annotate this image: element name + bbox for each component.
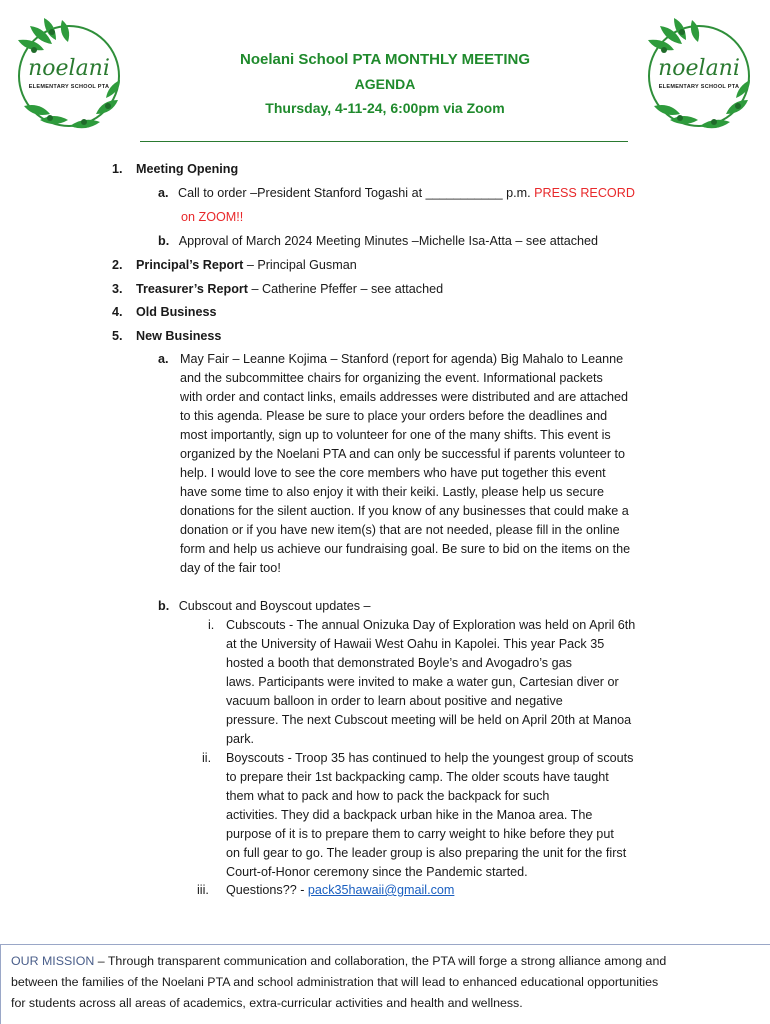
item-1-title: Meeting Opening [136, 162, 239, 176]
cubscout-line: laws. Participants were invited to make a water gun, Cartesian diver or [226, 675, 619, 689]
boyscout-line: them what to pack and how to pack the backpack for such [226, 789, 550, 803]
mayfair-line: donation or if you have new item(s) that are not needed, please fill in the online [180, 523, 620, 537]
item-3-title: Treasurer’s Report [136, 282, 249, 296]
item-5b-title: Cubscout and Boyscout updates – [178, 599, 371, 613]
item-1b [158, 232, 698, 251]
item-4 [112, 303, 217, 322]
mayfair-line: May Fair – Leanne Kojima – Stanford (report for agenda) Big Mahalo to Leanne [180, 352, 624, 366]
logo-right-name: noelani [658, 56, 740, 81]
item-2-title: Principal’s Report [136, 258, 244, 272]
boyscout-line: to prepare their 1st backpacking camp. The older scouts have taught [226, 770, 609, 784]
logo-right-subtitle: ELEMENTARY SCHOOL PTA [658, 84, 740, 90]
cubscout-line: at the University of Hawaii West Oahu in Kapolei. This year Pack 35 [226, 637, 605, 651]
item-3 [112, 280, 443, 299]
item-1a-letter: a. [158, 186, 169, 200]
item-5 [112, 327, 221, 346]
header-title: Noelani School PTA MONTHLY MEETING [239, 51, 531, 68]
scouts-iii-number: iii. [197, 883, 209, 897]
logo-left-subtitle: ELEMENTARY SCHOOL PTA [28, 84, 110, 90]
header-divider [140, 141, 628, 142]
item-5a-paragraph [180, 350, 680, 578]
mayfair-line: to this agenda. Please be sure to place your orders before the deadlines and [180, 409, 608, 423]
cubscout-line: pressure. The next Cubscout meeting will be held on April 20th at Manoa [226, 713, 632, 727]
boyscout-line: activities. They did a backpack urban hike in the Manoa area. The [226, 808, 593, 822]
mission-box [0, 944, 770, 1024]
boyscout-line: purpose of it is to prepare them to carry weight to hike before they put [226, 827, 614, 841]
item-4-number: 4. [112, 305, 123, 319]
item-1a [158, 184, 678, 203]
mayfair-line: day of the fair too! [180, 561, 281, 575]
mission-line-1-text: – Through transparent communication and collaboration, the PTA will forge a strong alliance among and [94, 954, 667, 968]
item-1a-zoom: on ZOOM!! [181, 210, 244, 224]
mayfair-line: organized by the Noelani PTA and can only be successful if parents volunteer to [180, 447, 626, 461]
mission-line-1 [11, 951, 763, 972]
scouts-questions-text: Questions?? - [226, 883, 308, 897]
scouts-ii-paragraph [226, 749, 686, 882]
item-1-number: 1. [112, 162, 123, 176]
boyscout-line: on full gear to go. The leader group is also preparing the unit for the first [226, 846, 627, 860]
logo-right-wordmark [650, 58, 748, 90]
logo-left-wordmark [20, 58, 118, 90]
scouts-i-number: i. [208, 618, 215, 632]
cubscout-line: vacuum balloon in order to learn about positive and negative [226, 694, 563, 708]
item-1 [112, 160, 238, 179]
header-date: Thursday, 4-11-24, 6:00pm via Zoom [265, 100, 505, 116]
item-1a-text: Call to order –President Stanford Togashi at ___________ p.m. [178, 186, 531, 200]
item-2-rest: – Principal Gusman [243, 258, 357, 272]
cubscout-line: hosted a booth that demonstrated Boyle’s and Avogadro’s gas [226, 656, 572, 670]
scouts-email-link[interactable]: pack35hawaii@gmail.com [307, 883, 455, 897]
mayfair-line: donations for the silent auction. If you know of any businesses that could make a [180, 504, 629, 518]
mission-line-3: for students across all areas of academics, extra-curricular activities and health and wellness. [11, 996, 523, 1010]
item-5a-letter: a. [158, 352, 169, 366]
item-1b-text: Approval of March 2024 Meeting Minutes –Michelle Isa-Atta – see attached [178, 234, 599, 248]
item-5b [158, 597, 371, 616]
item-5-number: 5. [112, 329, 123, 343]
item-2-number: 2. [112, 258, 123, 272]
mayfair-line: and the subcommittee chairs for organizing the event. Informational packets [180, 371, 603, 385]
mayfair-line: help. I would love to see the core members who have put together this event [180, 466, 606, 480]
mayfair-line: form and help us achieve our fundraising goal. Be sure to bid on the items on the [180, 542, 631, 556]
document-header [140, 48, 630, 120]
item-3-number: 3. [112, 282, 123, 296]
scouts-iii [226, 881, 454, 900]
item-5b-letter: b. [158, 599, 170, 613]
scouts-i-paragraph [226, 616, 686, 749]
item-2 [112, 256, 357, 275]
boyscout-line: Court-of-Honor ceremony since the Pandemic started. [226, 865, 528, 879]
item-4-title: Old Business [136, 305, 217, 319]
scouts-ii-number: ii. [202, 751, 212, 765]
cubscout-line: park. [226, 732, 254, 746]
boyscout-line: Boyscouts - Troop 35 has continued to help the youngest group of scouts [226, 751, 634, 765]
item-3-rest: – Catherine Pfeffer – see attached [248, 282, 444, 296]
item-5-title: New Business [136, 329, 222, 343]
mayfair-line: have some time to also enjoy it with their keiki. Lastly, please help us secure [180, 485, 604, 499]
item-1a-press-record: PRESS RECORD [534, 186, 635, 200]
mayfair-line: with order and contact links, emails addresses were distributed and are attached [180, 390, 629, 404]
item-1b-letter: b. [158, 234, 170, 248]
cubscout-line: Cubscouts - The annual Onizuka Day of Exploration was held on April 6th [226, 618, 636, 632]
header-agenda: AGENDA [354, 76, 416, 92]
mission-text [11, 951, 763, 1014]
logo-left-name: noelani [28, 56, 110, 81]
mayfair-line: most importantly, sign up to volunteer for one of the many shifts. This event is [180, 428, 611, 442]
mission-line-2: between the families of the Noelani PTA and school administration that will lead to enhanced educational opportunities [11, 975, 659, 989]
mission-label: OUR MISSION [11, 954, 95, 968]
